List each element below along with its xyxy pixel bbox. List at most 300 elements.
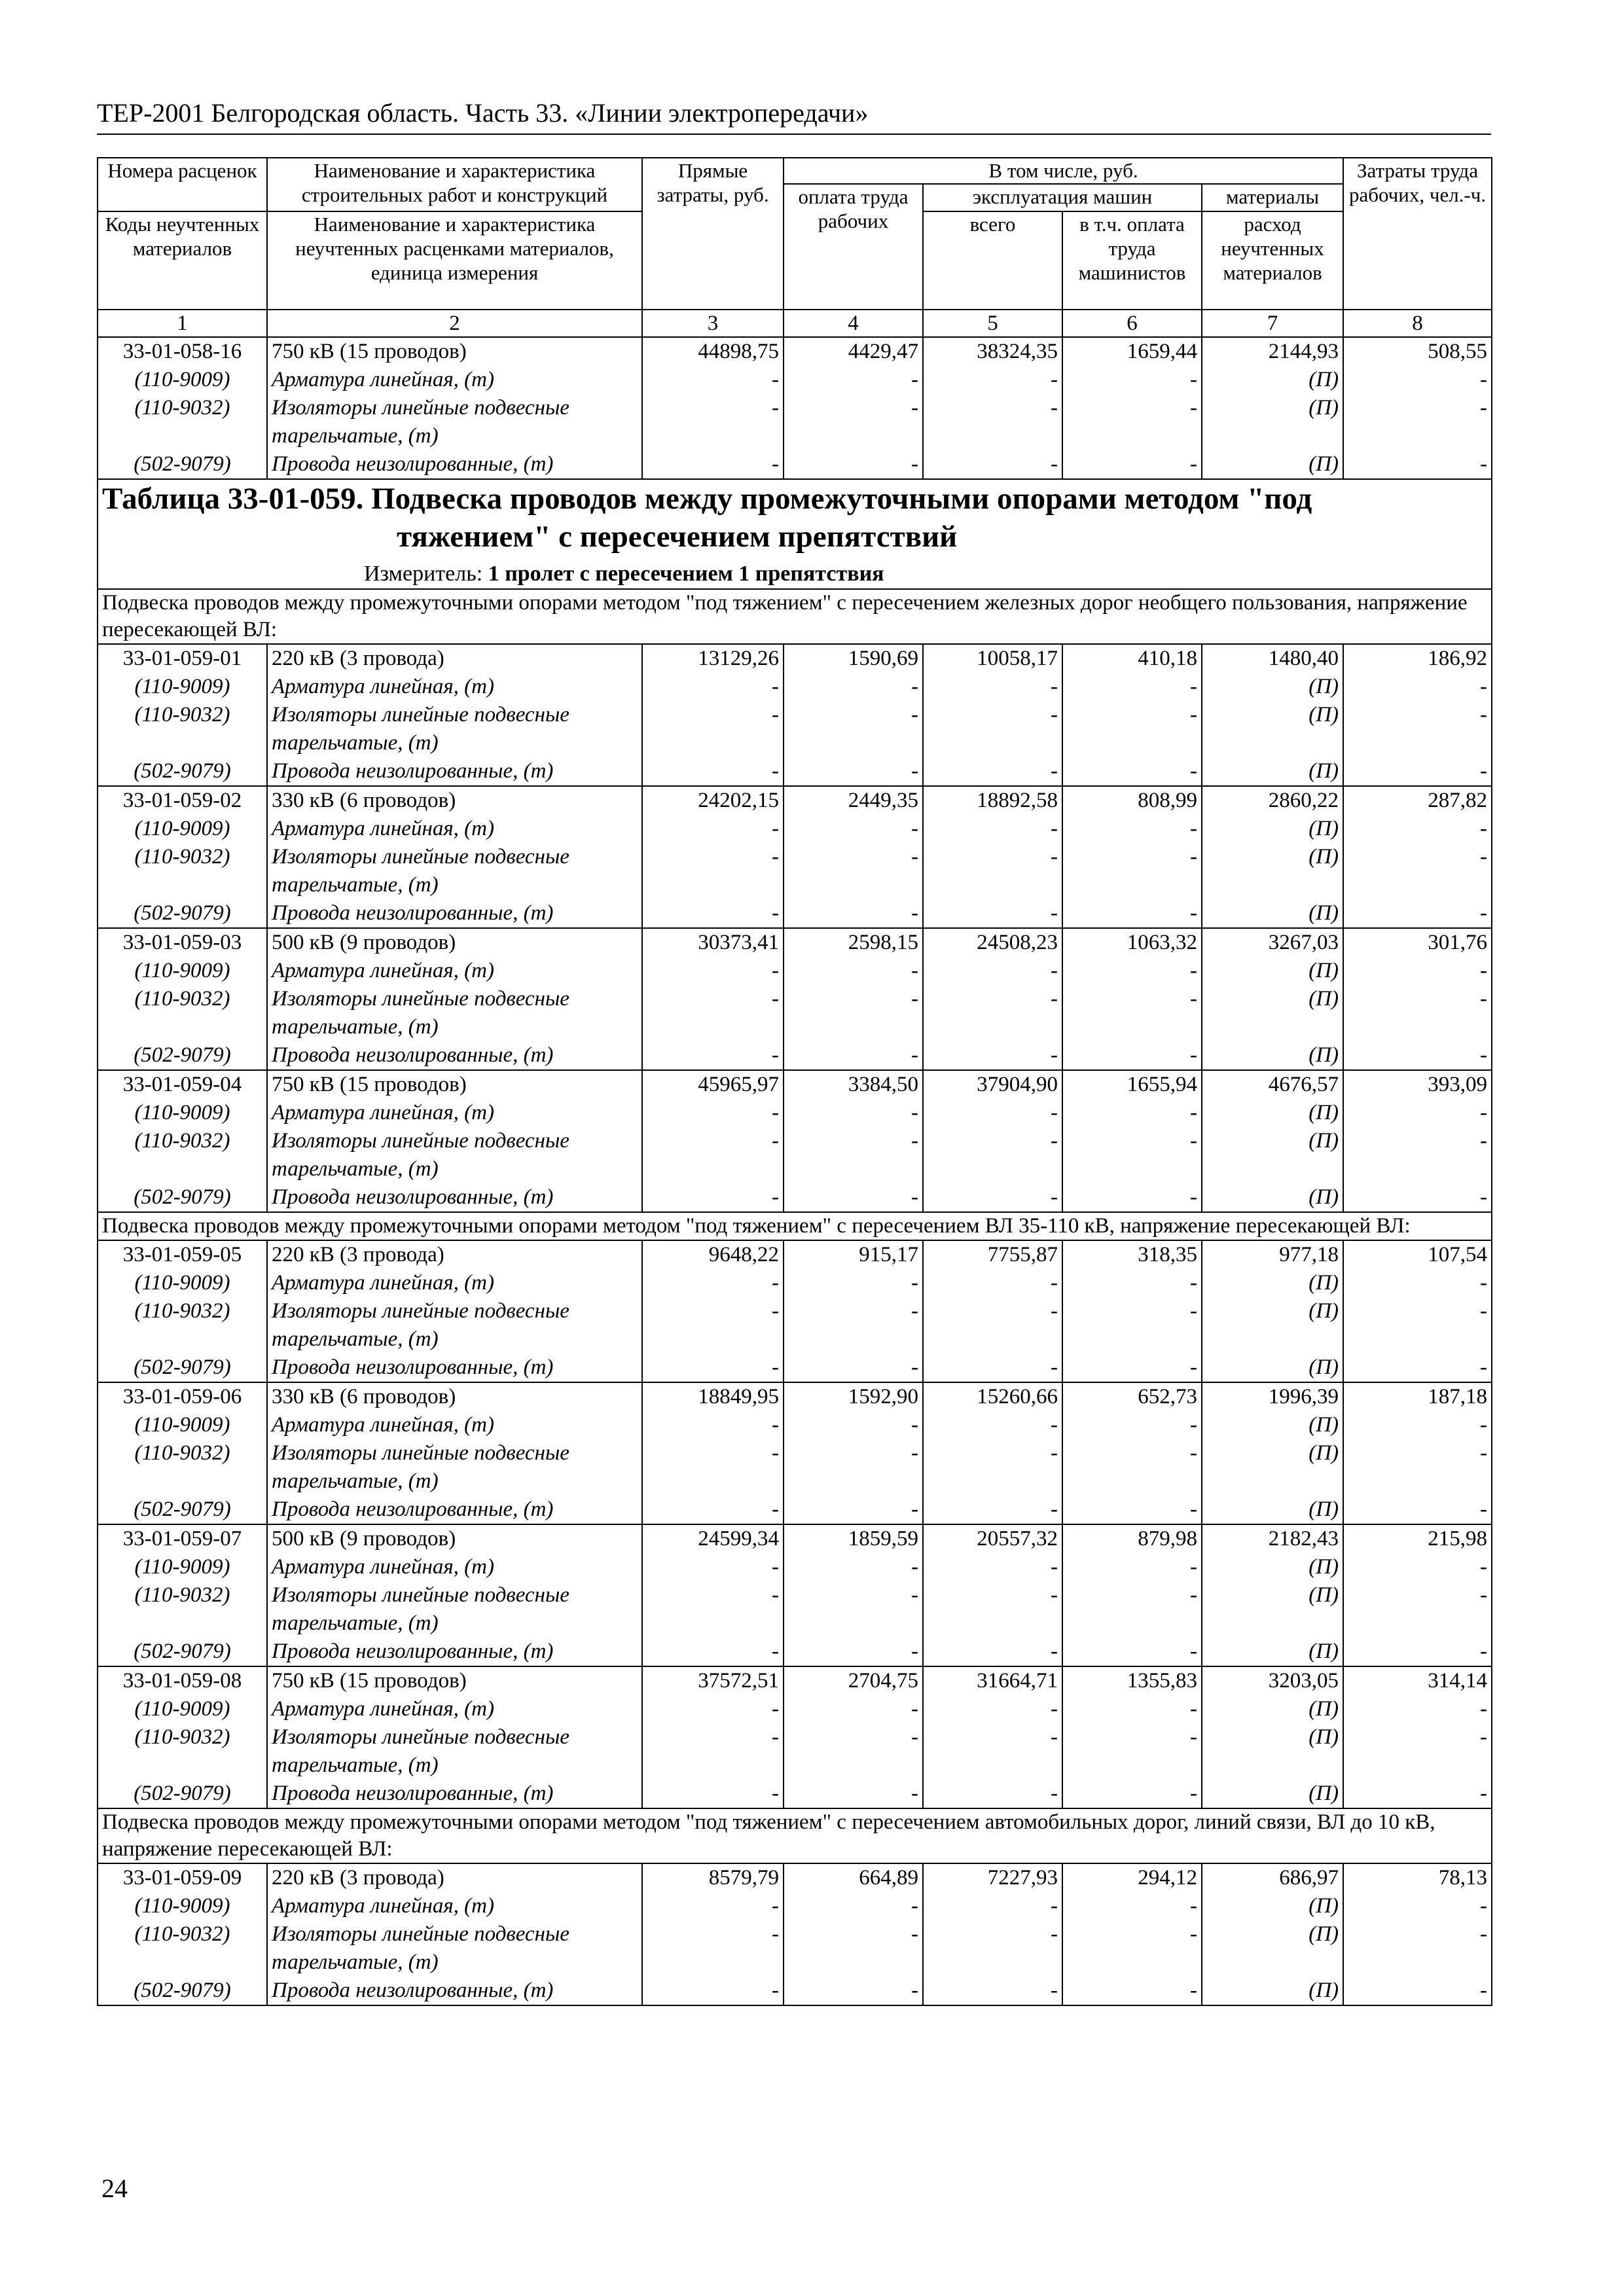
unit-mark: (П) bbox=[1202, 1695, 1343, 1723]
dash-cell: - bbox=[1343, 1411, 1492, 1439]
dash-cell: - bbox=[642, 1553, 784, 1581]
dash-cell: - bbox=[784, 394, 923, 422]
dash-cell: - bbox=[784, 985, 923, 1013]
rate-value-c4: 1590,69 bbox=[784, 644, 923, 673]
dash-cell: - bbox=[1062, 701, 1202, 729]
material-name: Арматура линейная, (т) bbox=[267, 815, 642, 843]
rate-name: 220 кВ (3 провода) bbox=[267, 1240, 642, 1269]
rate-value-c5: 7755,87 bbox=[923, 1240, 1062, 1269]
dash-cell: - bbox=[923, 701, 1062, 729]
material-name-continued: тарельчатые, (т) bbox=[267, 1751, 642, 1780]
rate-value-c6: 1659,44 bbox=[1062, 337, 1202, 366]
dash-cell: - bbox=[642, 843, 784, 871]
dash-cell: - bbox=[923, 1269, 1062, 1297]
material-code: (502-9079) bbox=[98, 1496, 267, 1524]
rate-row bbox=[98, 928, 1492, 957]
material-name: Провода неизолированные, (т) bbox=[267, 1977, 642, 2005]
dash-cell: - bbox=[642, 1695, 784, 1723]
rate-code: 33-01-058-16 bbox=[98, 337, 267, 366]
dash-cell: - bbox=[1343, 899, 1492, 928]
rate-value-c8: 187,18 bbox=[1343, 1382, 1492, 1411]
unit-mark: (П) bbox=[1202, 1439, 1343, 1467]
material-row bbox=[98, 1269, 1492, 1297]
material-code: (502-9079) bbox=[98, 450, 267, 479]
empty-cell bbox=[784, 729, 923, 757]
unit-mark: (П) bbox=[1202, 701, 1343, 729]
measure bbox=[102, 560, 1487, 588]
rate-name: 500 кВ (9 проводов) bbox=[267, 1524, 642, 1553]
unit-mark: (П) bbox=[1202, 985, 1343, 1013]
rate-name: 220 кВ (3 провода) bbox=[267, 1863, 642, 1892]
rate-code: 33-01-059-07 bbox=[98, 1524, 267, 1553]
dash-cell: - bbox=[1343, 1723, 1492, 1751]
rate-value-c3: 18849,95 bbox=[642, 1382, 784, 1411]
header-unaccounted-materials: расход неучтенных материалов bbox=[1202, 211, 1343, 310]
empty-cell bbox=[1343, 1155, 1492, 1183]
column-number: 6 bbox=[1062, 310, 1202, 337]
rate-value-c6: 410,18 bbox=[1062, 644, 1202, 673]
dash-cell: - bbox=[784, 1892, 923, 1920]
page-header: ТЕР-2001 Белгородская область. Часть 33. «Линии электропередачи» bbox=[97, 97, 1491, 135]
dash-cell: - bbox=[784, 1183, 923, 1212]
rate-value-c8: 314,14 bbox=[1343, 1666, 1492, 1695]
dash-cell: - bbox=[1343, 1638, 1492, 1666]
material-name: Арматура линейная, (т) bbox=[267, 673, 642, 701]
rate-value-c3: 44898,75 bbox=[642, 337, 784, 366]
material-row bbox=[98, 1892, 1492, 1920]
material-row bbox=[98, 701, 1492, 729]
dash-cell: - bbox=[1062, 1695, 1202, 1723]
rate-code: 33-01-059-04 bbox=[98, 1070, 267, 1099]
material-name: Арматура линейная, (т) bbox=[267, 1099, 642, 1127]
empty-cell bbox=[98, 422, 267, 450]
rate-name: 330 кВ (6 проводов) bbox=[267, 1382, 642, 1411]
empty-cell bbox=[1343, 871, 1492, 899]
empty-cell bbox=[98, 1751, 267, 1780]
empty-cell bbox=[923, 1325, 1062, 1354]
measure-value: 1 пролет с пересечением 1 препятствия bbox=[488, 562, 884, 586]
dash-cell: - bbox=[1343, 366, 1492, 394]
dash-cell: - bbox=[1343, 1041, 1492, 1070]
material-row-continued bbox=[98, 422, 1492, 450]
material-row-continued bbox=[98, 1013, 1492, 1041]
dash-cell: - bbox=[784, 701, 923, 729]
rate-value-c4: 2704,75 bbox=[784, 1666, 923, 1695]
dash-cell: - bbox=[1343, 1892, 1492, 1920]
material-row-continued bbox=[98, 1467, 1492, 1496]
empty-cell bbox=[1343, 1609, 1492, 1638]
rate-value-c3: 37572,51 bbox=[642, 1666, 784, 1695]
empty-cell bbox=[784, 1751, 923, 1780]
rate-value-c3: 9648,22 bbox=[642, 1240, 784, 1269]
material-row bbox=[98, 899, 1492, 928]
material-name: Изоляторы линейные подвесные bbox=[267, 1297, 642, 1325]
dash-cell: - bbox=[923, 985, 1062, 1013]
material-code: (110-9009) bbox=[98, 1099, 267, 1127]
rate-row bbox=[98, 786, 1492, 815]
material-row bbox=[98, 957, 1492, 985]
dash-cell: - bbox=[784, 1553, 923, 1581]
material-row-continued bbox=[98, 1948, 1492, 1977]
dash-cell: - bbox=[923, 1695, 1062, 1723]
dash-cell: - bbox=[923, 1638, 1062, 1666]
rate-value-c7: 686,97 bbox=[1202, 1863, 1343, 1892]
rate-value-c7: 2182,43 bbox=[1202, 1524, 1343, 1553]
material-name: Арматура линейная, (т) bbox=[267, 366, 642, 394]
material-row bbox=[98, 1977, 1492, 2005]
rate-value-c6: 1655,94 bbox=[1062, 1070, 1202, 1099]
rate-value-c6: 879,98 bbox=[1062, 1524, 1202, 1553]
empty-cell bbox=[98, 1948, 267, 1977]
material-code: (110-9032) bbox=[98, 1723, 267, 1751]
empty-cell bbox=[923, 1013, 1062, 1041]
dash-cell: - bbox=[784, 1041, 923, 1070]
material-name: Изоляторы линейные подвесные bbox=[267, 985, 642, 1013]
empty-cell bbox=[642, 1325, 784, 1354]
dash-cell: - bbox=[1062, 1496, 1202, 1524]
dash-cell: - bbox=[923, 366, 1062, 394]
rate-value-c8: 215,98 bbox=[1343, 1524, 1492, 1553]
material-row bbox=[98, 1780, 1492, 1808]
empty-cell bbox=[923, 1467, 1062, 1496]
empty-cell bbox=[1062, 1609, 1202, 1638]
rate-code: 33-01-059-03 bbox=[98, 928, 267, 957]
rate-value-c8: 287,82 bbox=[1343, 786, 1492, 815]
rate-value-c8: 508,55 bbox=[1343, 337, 1492, 366]
rate-value-c8: 301,76 bbox=[1343, 928, 1492, 957]
dash-cell: - bbox=[784, 757, 923, 786]
table-title-line2: тяжением" с пересечением препятствий bbox=[397, 520, 958, 554]
rate-value-c5: 15260,66 bbox=[923, 1382, 1062, 1411]
dash-cell: - bbox=[1343, 1183, 1492, 1212]
material-row-continued bbox=[98, 1751, 1492, 1780]
empty-cell bbox=[923, 1948, 1062, 1977]
rate-value-c7: 4676,57 bbox=[1202, 1070, 1343, 1099]
dash-cell: - bbox=[1343, 757, 1492, 786]
material-row bbox=[98, 366, 1492, 394]
dash-cell: - bbox=[1062, 1127, 1202, 1155]
dash-cell: - bbox=[1062, 394, 1202, 422]
dash-cell: - bbox=[642, 815, 784, 843]
section-heading-row bbox=[98, 1212, 1492, 1240]
material-row bbox=[98, 394, 1492, 422]
dash-cell: - bbox=[923, 394, 1062, 422]
empty-cell bbox=[642, 1609, 784, 1638]
dash-cell: - bbox=[923, 1183, 1062, 1212]
dash-cell: - bbox=[1343, 1127, 1492, 1155]
dash-cell: - bbox=[1062, 366, 1202, 394]
header-material-names: Наименование и характеристика неучтенных расценками материалов, единица измерения bbox=[267, 211, 642, 310]
section-heading: Подвеска проводов между промежуточными опорами методом "под тяжением" с пересечением автомобильных дорог, линий связи, ВЛ до 10 кВ, напряжение пересекающей ВЛ: bbox=[98, 1808, 1492, 1863]
dash-cell: - bbox=[642, 701, 784, 729]
dash-cell: - bbox=[784, 815, 923, 843]
dash-cell: - bbox=[923, 1496, 1062, 1524]
dash-cell: - bbox=[784, 1127, 923, 1155]
rate-name: 220 кВ (3 провода) bbox=[267, 644, 642, 673]
material-code: (110-9032) bbox=[98, 985, 267, 1013]
unit-mark: (П) bbox=[1202, 1099, 1343, 1127]
empty-cell bbox=[642, 1155, 784, 1183]
dash-cell: - bbox=[923, 957, 1062, 985]
rate-value-c6: 1063,32 bbox=[1062, 928, 1202, 957]
rate-value-c8: 107,54 bbox=[1343, 1240, 1492, 1269]
rate-value-c6: 652,73 bbox=[1062, 1382, 1202, 1411]
dash-cell: - bbox=[923, 1297, 1062, 1325]
dash-cell: - bbox=[1343, 1920, 1492, 1948]
rate-value-c3: 45965,97 bbox=[642, 1070, 784, 1099]
dash-cell: - bbox=[642, 673, 784, 701]
rate-value-c3: 30373,41 bbox=[642, 928, 784, 957]
material-row bbox=[98, 757, 1492, 786]
dash-cell: - bbox=[784, 1297, 923, 1325]
dash-cell: - bbox=[923, 1354, 1062, 1382]
material-name: Провода неизолированные, (т) bbox=[267, 757, 642, 786]
column-number: 7 bbox=[1202, 310, 1343, 337]
rate-row bbox=[98, 1240, 1492, 1269]
rate-name: 330 кВ (6 проводов) bbox=[267, 786, 642, 815]
material-name: Провода неизолированные, (т) bbox=[267, 899, 642, 928]
empty-cell bbox=[98, 1325, 267, 1354]
dash-cell: - bbox=[784, 1496, 923, 1524]
section-heading: Подвеска проводов между промежуточными опорами методом "под тяжением" с пересечением ВЛ 35-110 кВ, напряжение пересекающей ВЛ: bbox=[98, 1212, 1492, 1240]
rate-row bbox=[98, 1070, 1492, 1099]
rate-row bbox=[98, 1863, 1492, 1892]
dash-cell: - bbox=[642, 1099, 784, 1127]
material-code: (110-9032) bbox=[98, 1297, 267, 1325]
unit-mark: (П) bbox=[1202, 1920, 1343, 1948]
dash-cell: - bbox=[642, 1780, 784, 1808]
dash-cell: - bbox=[642, 1439, 784, 1467]
rate-value-c7: 977,18 bbox=[1202, 1240, 1343, 1269]
empty-cell bbox=[1202, 1609, 1343, 1638]
dash-cell: - bbox=[923, 757, 1062, 786]
material-code: (110-9009) bbox=[98, 1411, 267, 1439]
price-table bbox=[97, 157, 1492, 2006]
dash-cell: - bbox=[642, 985, 784, 1013]
rate-value-c3: 24202,15 bbox=[642, 786, 784, 815]
empty-cell bbox=[1343, 729, 1492, 757]
unit-mark: (П) bbox=[1202, 843, 1343, 871]
unit-mark: (П) bbox=[1202, 1041, 1343, 1070]
dash-cell: - bbox=[923, 899, 1062, 928]
rate-code: 33-01-059-06 bbox=[98, 1382, 267, 1411]
dash-cell: - bbox=[642, 957, 784, 985]
material-row bbox=[98, 1127, 1492, 1155]
dash-cell: - bbox=[1343, 1297, 1492, 1325]
dash-cell: - bbox=[642, 1127, 784, 1155]
empty-cell bbox=[923, 1609, 1062, 1638]
material-row bbox=[98, 1183, 1492, 1212]
rate-value-c5: 31664,71 bbox=[923, 1666, 1062, 1695]
rate-value-c5: 7227,93 bbox=[923, 1863, 1062, 1892]
dash-cell: - bbox=[642, 1723, 784, 1751]
unit-mark: (П) bbox=[1202, 1892, 1343, 1920]
header-rate-number: Номера расценок bbox=[98, 158, 267, 211]
dash-cell: - bbox=[784, 450, 923, 479]
dash-cell: - bbox=[1062, 1723, 1202, 1751]
dash-cell: - bbox=[1343, 1354, 1492, 1382]
dash-cell: - bbox=[923, 1920, 1062, 1948]
table-head bbox=[98, 158, 1492, 337]
dash-cell: - bbox=[642, 1269, 784, 1297]
section-heading-row bbox=[98, 1808, 1492, 1863]
material-row-continued bbox=[98, 871, 1492, 899]
unit-mark: (П) bbox=[1202, 1553, 1343, 1581]
empty-cell bbox=[1202, 1013, 1343, 1041]
material-code: (110-9032) bbox=[98, 1920, 267, 1948]
rate-value-c4: 3384,50 bbox=[784, 1070, 923, 1099]
section-heading-row bbox=[98, 589, 1492, 644]
unit-mark: (П) bbox=[1202, 1297, 1343, 1325]
empty-cell bbox=[1343, 422, 1492, 450]
rate-value-c4: 1859,59 bbox=[784, 1524, 923, 1553]
dash-cell: - bbox=[642, 450, 784, 479]
empty-cell bbox=[784, 1325, 923, 1354]
unit-mark: (П) bbox=[1202, 1496, 1343, 1524]
dash-cell: - bbox=[923, 1581, 1062, 1609]
dash-cell: - bbox=[1343, 1269, 1492, 1297]
unit-mark: (П) bbox=[1202, 757, 1343, 786]
dash-cell: - bbox=[642, 1183, 784, 1212]
dash-cell: - bbox=[1062, 1553, 1202, 1581]
dash-cell: - bbox=[642, 1977, 784, 2005]
empty-cell bbox=[1343, 1948, 1492, 1977]
material-code: (502-9079) bbox=[98, 1354, 267, 1382]
rate-name: 750 кВ (15 проводов) bbox=[267, 1666, 642, 1695]
dash-cell: - bbox=[784, 843, 923, 871]
rate-value-c5: 38324,35 bbox=[923, 337, 1062, 366]
material-row-continued bbox=[98, 729, 1492, 757]
material-name-continued: тарельчатые, (т) bbox=[267, 1467, 642, 1496]
empty-cell bbox=[1202, 1467, 1343, 1496]
dash-cell: - bbox=[1062, 1297, 1202, 1325]
material-name: Провода неизолированные, (т) bbox=[267, 1780, 642, 1808]
material-row-continued bbox=[98, 1609, 1492, 1638]
empty-cell bbox=[784, 1609, 923, 1638]
material-name: Изоляторы линейные подвесные bbox=[267, 843, 642, 871]
material-name: Изоляторы линейные подвесные bbox=[267, 701, 642, 729]
dash-cell: - bbox=[1343, 1695, 1492, 1723]
dash-cell: - bbox=[1062, 899, 1202, 928]
unit-mark: (П) bbox=[1202, 1127, 1343, 1155]
empty-cell bbox=[642, 871, 784, 899]
unit-mark: (П) bbox=[1202, 1411, 1343, 1439]
material-row bbox=[98, 985, 1492, 1013]
material-name: Провода неизолированные, (т) bbox=[267, 1354, 642, 1382]
table-title-row bbox=[98, 479, 1492, 589]
dash-cell: - bbox=[923, 450, 1062, 479]
dash-cell: - bbox=[642, 1041, 784, 1070]
empty-cell bbox=[1062, 1155, 1202, 1183]
rate-value-c4: 2449,35 bbox=[784, 786, 923, 815]
empty-cell bbox=[642, 1948, 784, 1977]
empty-cell bbox=[642, 1013, 784, 1041]
rate-value-c4: 1592,90 bbox=[784, 1382, 923, 1411]
rate-value-c3: 13129,26 bbox=[642, 644, 784, 673]
dash-cell: - bbox=[923, 1127, 1062, 1155]
dash-cell: - bbox=[1062, 1354, 1202, 1382]
dash-cell: - bbox=[1343, 394, 1492, 422]
table-title-cell bbox=[98, 479, 1492, 589]
material-name: Изоляторы линейные подвесные bbox=[267, 1581, 642, 1609]
unit-mark: (П) bbox=[1202, 366, 1343, 394]
empty-cell bbox=[1202, 1325, 1343, 1354]
dash-cell: - bbox=[1062, 1892, 1202, 1920]
material-code: (502-9079) bbox=[98, 1041, 267, 1070]
material-code: (502-9079) bbox=[98, 757, 267, 786]
dash-cell: - bbox=[923, 1780, 1062, 1808]
material-name: Провода неизолированные, (т) bbox=[267, 450, 642, 479]
material-name-continued: тарельчатые, (т) bbox=[267, 1013, 642, 1041]
empty-cell bbox=[1062, 871, 1202, 899]
dash-cell: - bbox=[1062, 815, 1202, 843]
unit-mark: (П) bbox=[1202, 673, 1343, 701]
material-name: Арматура линейная, (т) bbox=[267, 957, 642, 985]
rate-value-c4: 915,17 bbox=[784, 1240, 923, 1269]
dash-cell: - bbox=[1343, 815, 1492, 843]
material-row bbox=[98, 1041, 1492, 1070]
dash-cell: - bbox=[923, 1723, 1062, 1751]
rate-name: 500 кВ (9 проводов) bbox=[267, 928, 642, 957]
dash-cell: - bbox=[1343, 1553, 1492, 1581]
dash-cell: - bbox=[784, 1581, 923, 1609]
empty-cell bbox=[1062, 1013, 1202, 1041]
empty-cell bbox=[1202, 1155, 1343, 1183]
header-direct-costs: Прямые затраты, руб. bbox=[642, 158, 784, 310]
dash-cell: - bbox=[784, 1920, 923, 1948]
dash-cell: - bbox=[923, 1099, 1062, 1127]
empty-cell bbox=[1343, 1751, 1492, 1780]
empty-cell bbox=[784, 1467, 923, 1496]
material-name: Провода неизолированные, (т) bbox=[267, 1041, 642, 1070]
header-operator-pay: в т.ч. оплата труда машинистов bbox=[1062, 211, 1202, 310]
rate-value-c7: 3203,05 bbox=[1202, 1666, 1343, 1695]
rate-value-c8: 186,92 bbox=[1343, 644, 1492, 673]
rate-value-c5: 10058,17 bbox=[923, 644, 1062, 673]
material-code: (110-9032) bbox=[98, 1439, 267, 1467]
dash-cell: - bbox=[642, 1411, 784, 1439]
header-work-name: Наименование и характеристика строительных работ и конструкций bbox=[267, 158, 642, 211]
rate-value-c5: 37904,90 bbox=[923, 1070, 1062, 1099]
dash-cell: - bbox=[784, 1695, 923, 1723]
column-number: 4 bbox=[784, 310, 923, 337]
material-name: Арматура линейная, (т) bbox=[267, 1892, 642, 1920]
rate-code: 33-01-059-09 bbox=[98, 1863, 267, 1892]
material-row bbox=[98, 1439, 1492, 1467]
dash-cell: - bbox=[642, 366, 784, 394]
unit-mark: (П) bbox=[1202, 1638, 1343, 1666]
dash-cell: - bbox=[923, 1553, 1062, 1581]
rate-code: 33-01-059-08 bbox=[98, 1666, 267, 1695]
rate-row bbox=[98, 337, 1492, 366]
dash-cell: - bbox=[1062, 1780, 1202, 1808]
material-name: Провода неизолированные, (т) bbox=[267, 1638, 642, 1666]
dash-cell: - bbox=[1062, 757, 1202, 786]
material-code: (110-9032) bbox=[98, 1581, 267, 1609]
material-row bbox=[98, 1920, 1492, 1948]
dash-cell: - bbox=[784, 366, 923, 394]
material-row bbox=[98, 1638, 1492, 1666]
material-code: (502-9079) bbox=[98, 1977, 267, 2005]
rate-row bbox=[98, 1382, 1492, 1411]
material-name: Изоляторы линейные подвесные bbox=[267, 1439, 642, 1467]
dash-cell: - bbox=[1343, 1099, 1492, 1127]
material-code: (110-9009) bbox=[98, 1892, 267, 1920]
material-name: Изоляторы линейные подвесные bbox=[267, 1920, 642, 1948]
material-row bbox=[98, 1553, 1492, 1581]
header-materials: материалы bbox=[1202, 184, 1343, 211]
material-name-continued: тарельчатые, (т) bbox=[267, 729, 642, 757]
